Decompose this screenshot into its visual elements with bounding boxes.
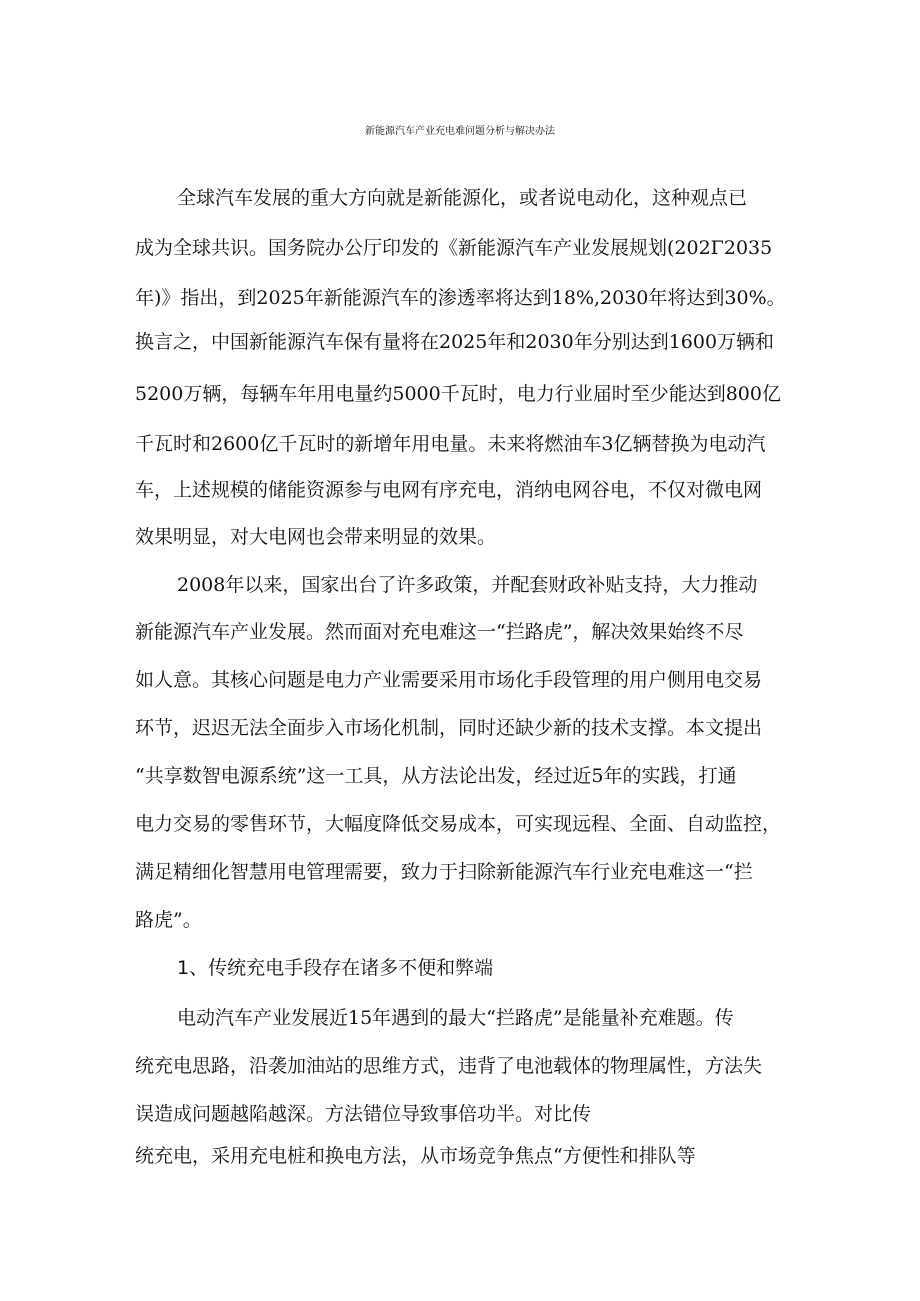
section-1-heading: 1、传统充电手段存在诸多不便和弊端 (177, 957, 494, 979)
paragraph-2-line-5: “共享数智电源系统”这一工具，从方法论出发，经过近5年的实践，打通 (135, 765, 737, 787)
paragraph-1-line-2: 成为全球共识。国务院办公厅印发的《新能源汽车产业发展规划(202Γ2035 (135, 237, 773, 259)
paragraph-2-line-4: 环节，迟迟无法全面步入市场化机制，同时还缺少新的技术支撑。本文提出 (135, 717, 763, 739)
paragraph-1-line-7: 车，上述规模的储能资源参与电网有序充电，消纳电网谷电，不仅对微电网 (135, 479, 763, 501)
paragraph-3-line-3: 误造成问题越陷越深。方法错位导致事倍功半。对比传 (135, 1103, 592, 1125)
paragraph-3-line-2: 统充电思路，沿袭加油站的思维方式，违背了电池载体的物理属性，方法失 (135, 1055, 763, 1077)
paragraph-2-line-7: 满足精细化智慧用电管理需要，致力于扫除新能源汽车行业充电难这一“拦 (135, 861, 753, 883)
paragraph-3-line-1: 电动汽车产业发展近15年遇到的最大“拦路虎”是能量补充难题。传 (177, 1007, 734, 1029)
paragraph-1-line-4: 换言之，中国新能源汽车保有量将在2025年和2030年分别达到1600万辆和 (135, 331, 775, 353)
paragraph-1-line-8: 效果明显，对大电网也会带来明显的效果。 (135, 526, 497, 548)
paragraph-2-line-8: 路虎”。 (135, 909, 202, 931)
paragraph-2-line-2: 新能源汽车产业发展。然而面对充电难这一“拦路虎”，解决效果始终不尽 (135, 621, 744, 643)
paragraph-3-line-4: 统充电，采用充电桩和换电方法，从市场竞争焦点“方便性和排队等 (135, 1145, 696, 1167)
paragraph-1-line-3: 年)》指出，到2025年新能源汽车的渗透率将达到18%,2030年将达到30%。 (135, 287, 786, 309)
paragraph-2-line-3: 如人意。其核心问题是电力产业需要采用市场化手段管理的用户侧用电交易 (135, 669, 763, 691)
paragraph-2-line-1: 2008年以来，国家出台了许多政策，并配套财政补贴支持，大力推动 (177, 574, 758, 596)
document-title: 新能源汽车产业充电难问题分析与解决办法 (365, 126, 555, 137)
paragraph-1-line-1: 全球汽车发展的重大方向就是新能源化，或者说电动化，这种观点已 (177, 187, 748, 209)
paragraph-2-line-6: 电力交易的零售环节，大幅度降低交易成本，可实现远程、全面、自动监控， (135, 813, 782, 835)
paragraph-1-line-6: 千瓦时和2600亿千瓦时的新增年用电量。未来将燃油车3亿辆替换为电动汽 (135, 433, 766, 455)
paragraph-1-line-5: 5200万辆，每辆车年用电量约5000千瓦时，电力行业届时至少能达到800亿 (135, 383, 781, 405)
